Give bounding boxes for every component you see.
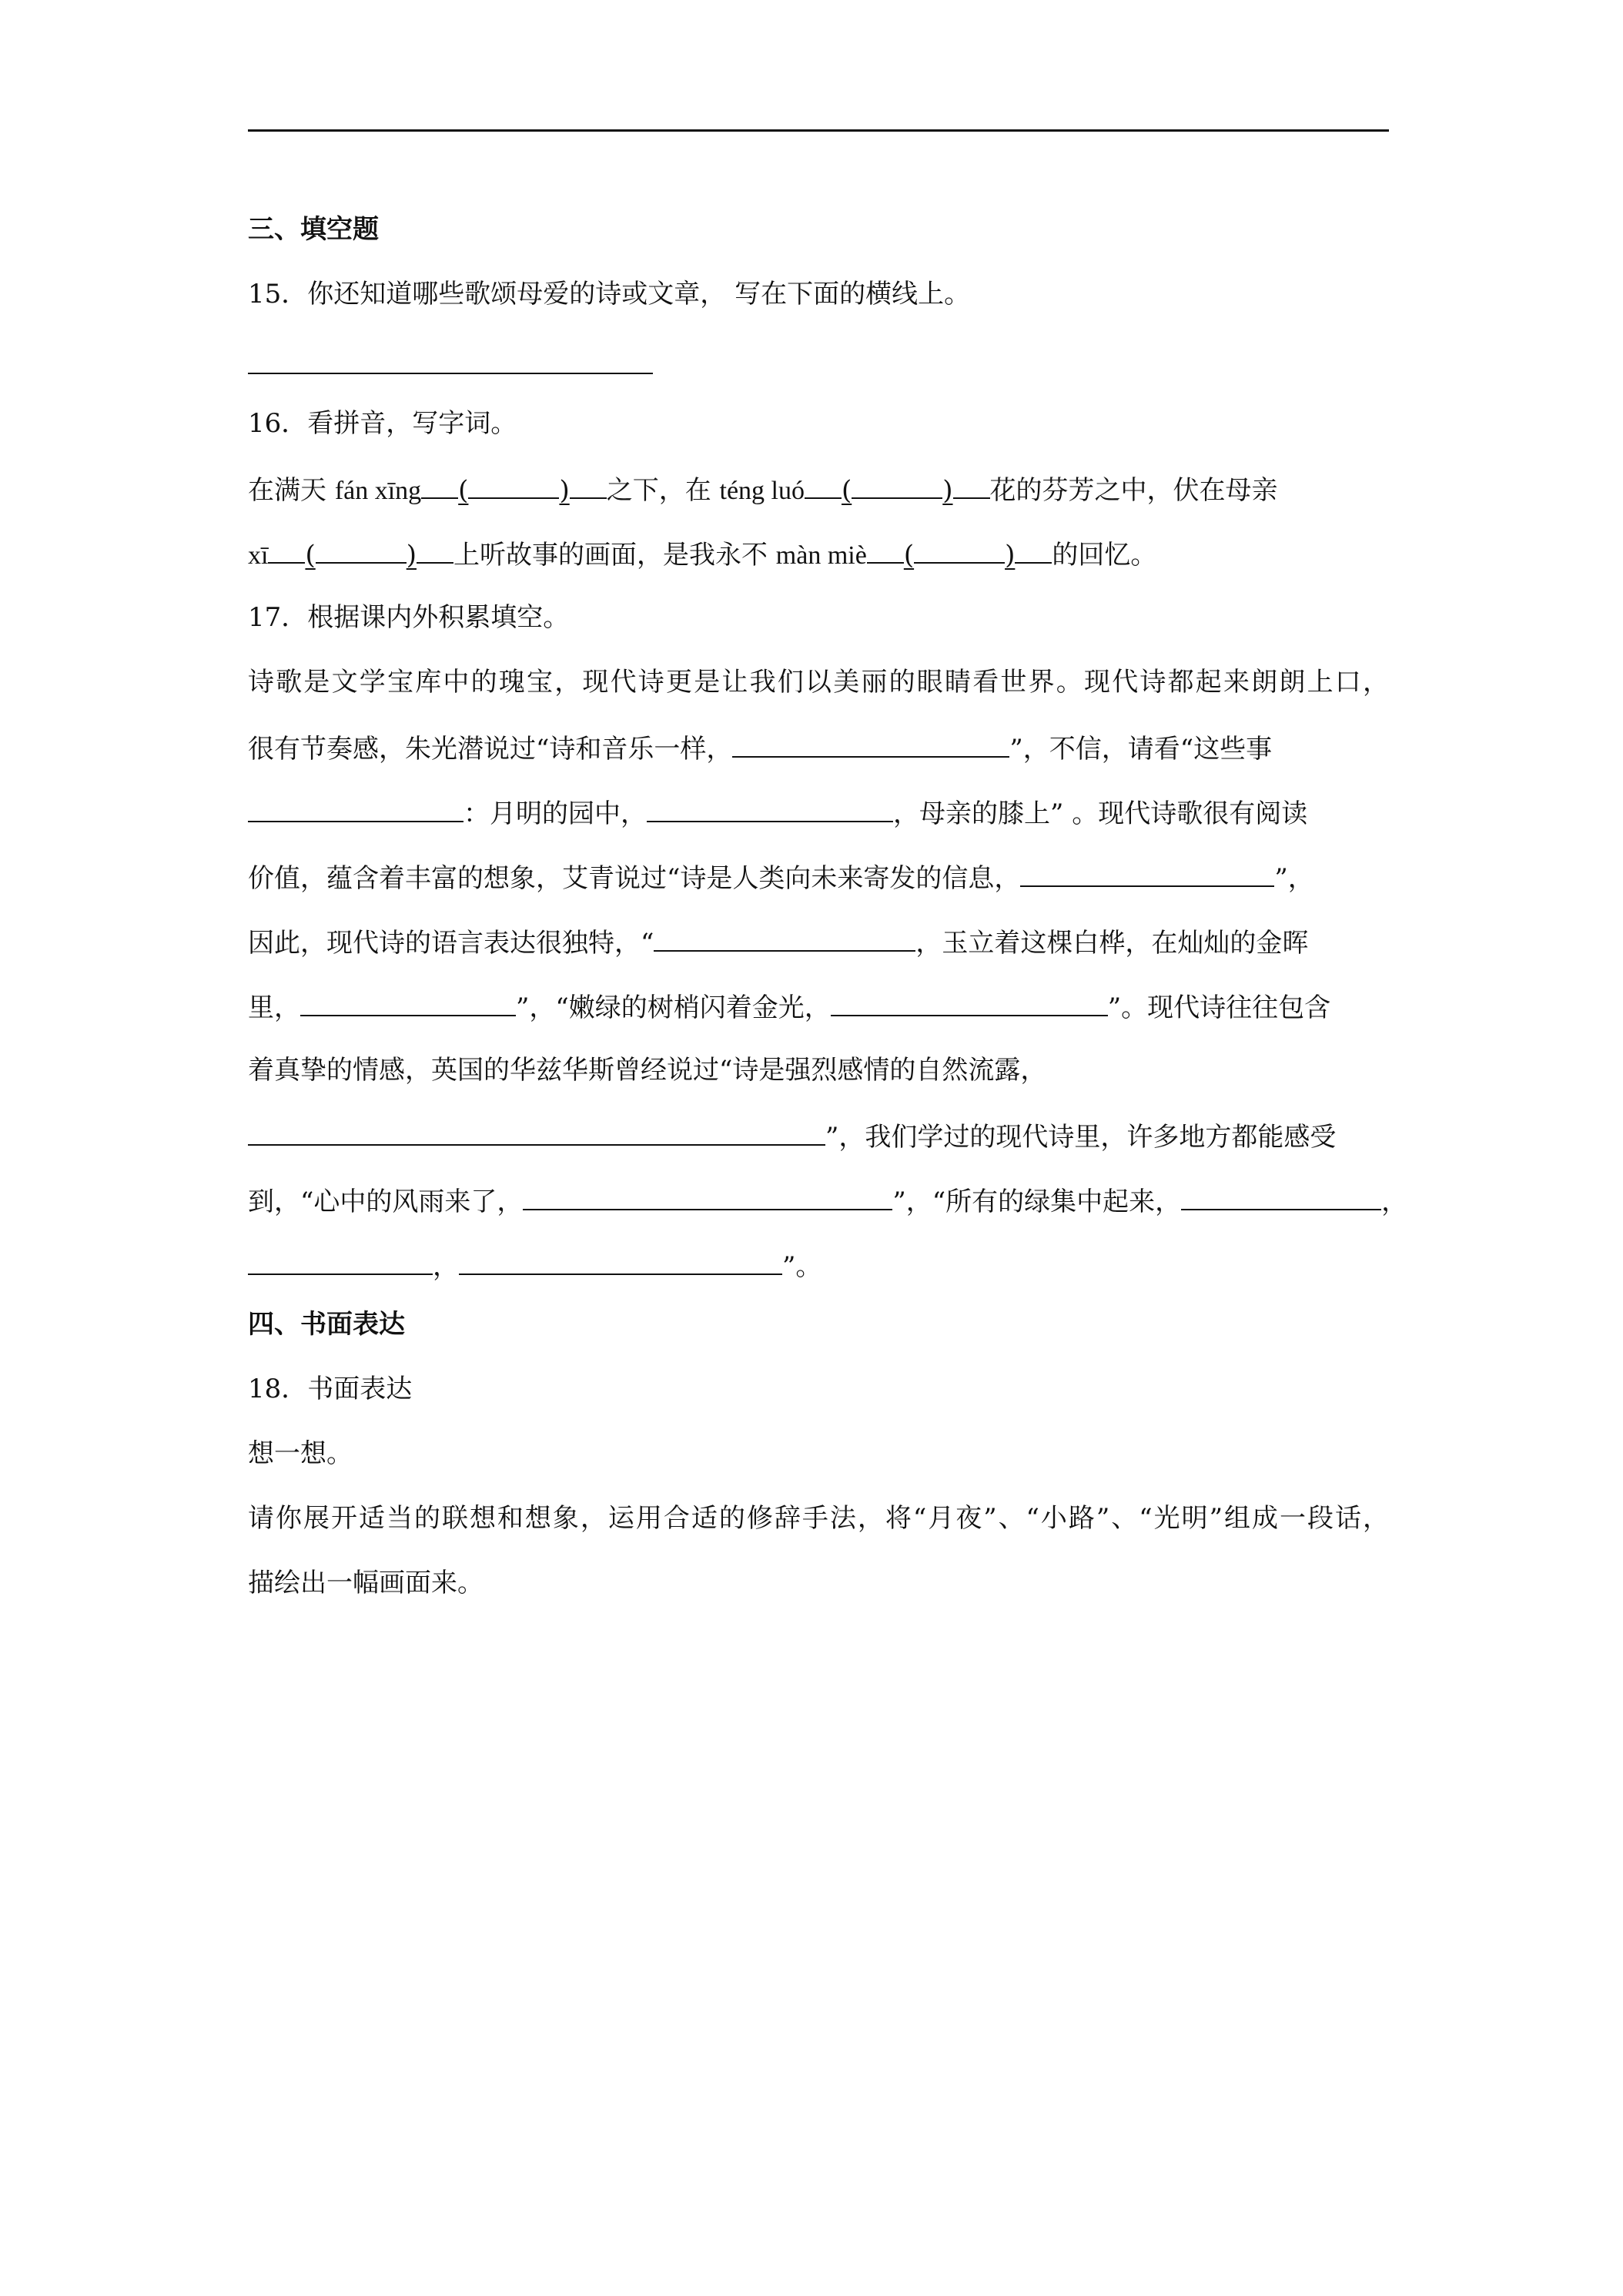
blank[interactable] bbox=[953, 473, 990, 499]
pinyin-fanxing: fán xīng bbox=[334, 477, 422, 505]
q16-line1: 在满天 fán xīng ( ) 之下，在 téng luó ( ) 花的芬芳之中，伏在母亲 bbox=[248, 473, 1389, 507]
section4-heading: 四、书面表达 bbox=[248, 1309, 405, 1340]
q18-line1: 想一想。 bbox=[248, 1438, 353, 1469]
pinyin-manmie: màn miè bbox=[775, 541, 867, 570]
q15-text: 15．你还知道哪些歌颂母爱的诗或文章， 写在下面的横线上。 bbox=[248, 279, 971, 310]
answer-blank-xi[interactable] bbox=[316, 537, 407, 564]
blank[interactable] bbox=[805, 473, 842, 499]
q17-line6: 里， ”，“嫩绿的树梢闪着金光， ”。现代诗往往包含 bbox=[248, 990, 1330, 1023]
blank[interactable] bbox=[421, 473, 458, 499]
blank[interactable] bbox=[1020, 861, 1274, 887]
answer-blank-fanxing[interactable] bbox=[468, 473, 559, 499]
answer-blank-tengluo[interactable] bbox=[852, 473, 942, 499]
q17-line5: 因此，现代诗的语言表达很独特，“ ，玉立着这棵白桦，在灿灿的金晖 bbox=[248, 925, 1308, 959]
pinyin-tengluo: téng luó bbox=[719, 477, 805, 505]
blank[interactable] bbox=[248, 1249, 433, 1275]
q16-title: 16．看拼音，写字词。 bbox=[248, 408, 517, 439]
blank[interactable] bbox=[831, 990, 1108, 1016]
q18-line3: 描绘出一幅画面来。 bbox=[248, 1568, 484, 1598]
q17-title: 17．根据课内外积累填空。 bbox=[248, 602, 570, 633]
blank[interactable] bbox=[867, 537, 904, 564]
q17-line4: 价值，蕴含着丰富的想象，艾青说过“诗是人类向未来寄发的信息， ”， bbox=[248, 861, 1314, 894]
blank[interactable] bbox=[1015, 537, 1052, 564]
q17-line1: 诗歌是文学宝库中的瑰宝，现代诗更是让我们以美丽的眼睛看世界。现代诗都起来朗朗上口， bbox=[248, 667, 1389, 698]
blank[interactable] bbox=[570, 473, 607, 499]
blank[interactable] bbox=[248, 796, 463, 822]
q17-line2: 很有节奏感，朱光潜说过“诗和音乐一样， ”，不信，请看“这些事 bbox=[248, 731, 1272, 765]
q16-line2: xī ( ) 上听故事的画面，是我永不 màn miè ( ) 的回忆。 bbox=[248, 537, 1389, 571]
blank[interactable] bbox=[248, 1120, 825, 1146]
q17-line3: ：月明的园中， ，母亲的膝上” 。现代诗歌很有阅读 bbox=[248, 796, 1307, 829]
section3-heading: 三、填空题 bbox=[248, 214, 379, 245]
blank[interactable] bbox=[1181, 1184, 1381, 1210]
q18-line2: 请你展开适当的联想和想象，运用合适的修辞手法，将“月夜”、“小路”、“光明”组成一段话， bbox=[248, 1503, 1389, 1534]
pinyin-xi: xī bbox=[248, 541, 269, 570]
blank[interactable] bbox=[654, 925, 915, 952]
q17-line9: 到，“心中的风雨来了， ”，“所有的绿集中起来， ， bbox=[248, 1184, 1407, 1217]
q15-answer-line[interactable] bbox=[248, 373, 653, 374]
blank[interactable] bbox=[300, 990, 516, 1016]
blank[interactable] bbox=[732, 731, 1009, 758]
blank[interactable] bbox=[459, 1249, 782, 1275]
blank[interactable] bbox=[417, 537, 453, 564]
blank[interactable] bbox=[523, 1184, 892, 1210]
header-rule bbox=[248, 129, 1389, 132]
answer-blank-manmie[interactable] bbox=[914, 537, 1005, 564]
blank[interactable] bbox=[647, 796, 893, 822]
q17-line8: ”，我们学过的现代诗里，许多地方都能感受 bbox=[248, 1120, 1336, 1153]
blank[interactable] bbox=[268, 537, 305, 564]
q17-line7: 着真挚的情感，英国的华兹华斯曾经说过“诗是强烈感情的自然流露， bbox=[248, 1055, 1047, 1086]
q17-line10: ， ”。 bbox=[248, 1249, 822, 1282]
q18-title: 18．书面表达 bbox=[248, 1374, 413, 1404]
